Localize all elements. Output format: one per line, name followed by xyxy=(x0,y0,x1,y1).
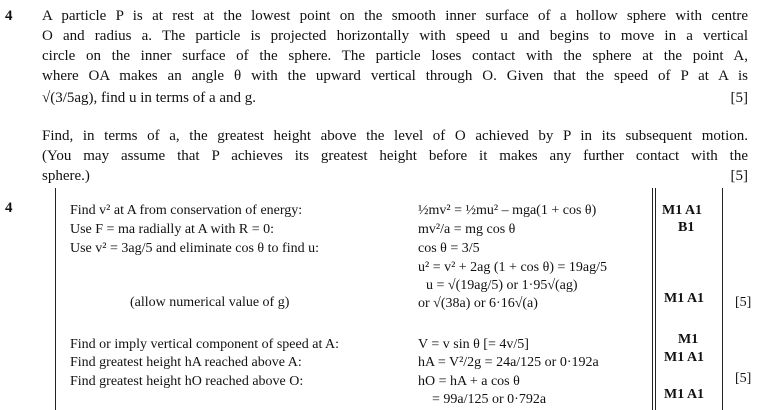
scheme-number: 4 xyxy=(5,200,13,216)
scheme-desc-7: Find greatest height hO reached above O: xyxy=(70,374,304,389)
scheme-work-6: or √(38a) or 6·16√(a) xyxy=(418,296,538,311)
question-line-1: A particle P is at rest at the lowest point on the smooth inner surface of a hollow sphere with centre xyxy=(42,8,748,24)
scheme-total-2: [5] xyxy=(735,371,752,386)
scheme-work-2: mv²/a = mg cos θ xyxy=(418,222,516,237)
scheme-mark-6: M1 A1 xyxy=(664,387,705,402)
scheme-work-1: ½mv² = ½mu² – mga(1 + cos θ) xyxy=(418,203,597,218)
scheme-mark-1: M1 A1 xyxy=(662,203,703,218)
scheme-work-4: u² = v² + 2ag (1 + cos θ) = 19ag/5 xyxy=(418,260,607,275)
question-line-5: √(3/5ag), find u in terms of a and g. xyxy=(42,90,257,106)
scheme-total-1: [5] xyxy=(735,295,752,310)
question-line-8: sphere.) xyxy=(42,168,90,184)
scheme-desc-4: (allow numerical value of g) xyxy=(130,295,290,310)
scheme-mark-3: M1 A1 xyxy=(664,291,705,306)
question-line-4: where OA makes an angle θ with the upward vertical through O. Given that the speed of P at A is xyxy=(42,68,748,84)
scheme-desc-2: Use F = ma radially at A with R = 0: xyxy=(70,222,274,237)
scheme-mark-2: B1 xyxy=(678,220,695,235)
scheme-mid-border xyxy=(652,188,653,410)
scheme-desc-6: Find greatest height hA reached above A: xyxy=(70,355,302,370)
question-part2-mark: [5] xyxy=(730,168,748,184)
scheme-desc-1: Find v² at A from conservation of energy: xyxy=(70,203,303,218)
question-part1-mark: [5] xyxy=(730,90,748,106)
question-line-2: O and radius a. The particle is projected horizontally with speed u and begins to move in a vertical xyxy=(42,28,748,44)
question-number: 4 xyxy=(5,8,13,24)
scheme-desc-3: Use v² = 3ag/5 and eliminate cos θ to find u: xyxy=(70,241,319,256)
scheme-desc-5: Find or imply vertical component of speed at A: xyxy=(70,337,340,352)
scheme-work-5: u = √(19ag/5) or 1·95√(ag) xyxy=(426,278,578,293)
question-line-6: Find, in terms of a, the greatest height above the level of O achieved by P in its subsequent motion. xyxy=(42,128,748,144)
scheme-work-3: cos θ = 3/5 xyxy=(418,241,480,256)
question-line-3: circle on the inner surface of the sphere. The particle loses contact with the sphere at the point A, xyxy=(42,48,748,64)
scheme-work-7: V = v sin θ [= 4v/5] xyxy=(418,337,529,352)
scheme-work-9: hO = hA + a cos θ xyxy=(418,374,520,389)
scheme-work-10: = 99a/125 or 0·792a xyxy=(432,392,547,407)
question-line-7: (You may assume that P achieves its greatest height before it makes any further contact with the xyxy=(42,148,748,164)
scheme-left-border xyxy=(55,188,56,410)
scheme-mark-5: M1 A1 xyxy=(664,350,705,365)
scheme-mark-4: M1 xyxy=(678,332,699,347)
scheme-work-8: hA = V²/2g = 24a/125 or 0·192a xyxy=(418,355,599,370)
scheme-right-border xyxy=(722,188,723,410)
scheme-mid-border-inner xyxy=(655,188,656,410)
